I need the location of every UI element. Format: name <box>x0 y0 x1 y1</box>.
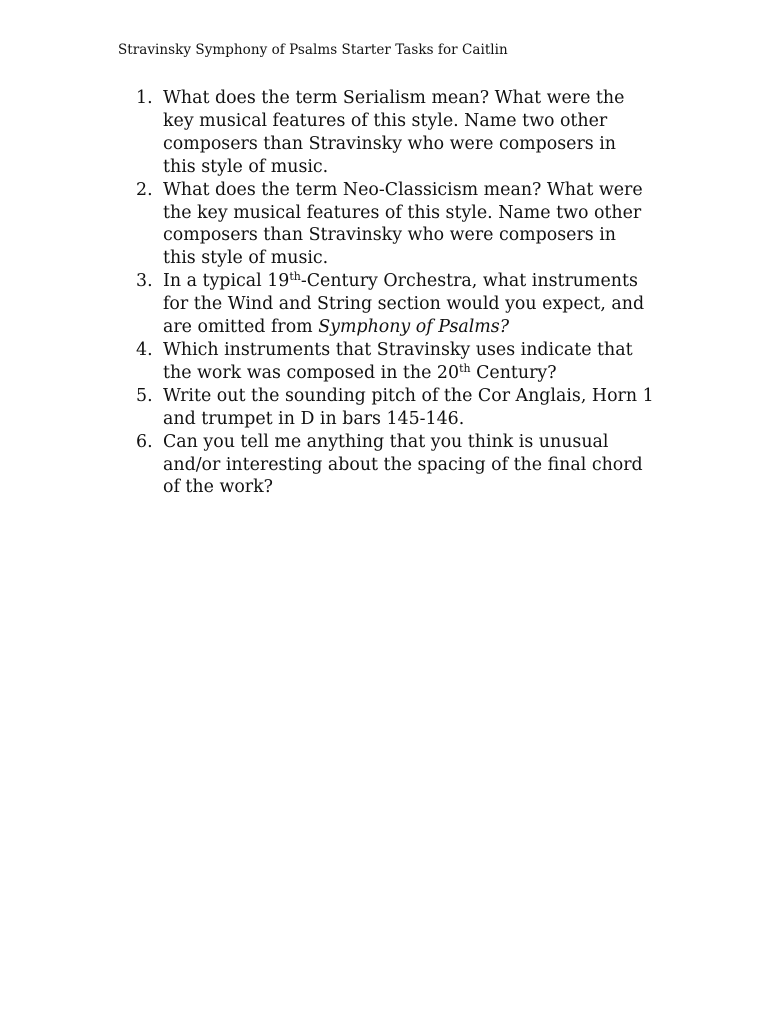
task-line <box>163 316 663 339</box>
task-line: key musical features of this style. Name two other <box>163 110 608 131</box>
task-number: 2. <box>136 179 153 200</box>
task-item-3 <box>136 270 663 339</box>
task-text: -Century Orchestra, what instruments <box>300 271 638 292</box>
task-line: Write out the sounding pitch of the Cor Anglais, Horn 1 <box>163 385 654 406</box>
task-line: Which instruments that Stravinsky uses indicate that <box>163 339 633 360</box>
task-line: this style of music. <box>163 248 329 269</box>
task-number: 1. <box>136 88 153 108</box>
document-header: Stravinsky Symphony of Psalms Starter Tasks for Caitlin <box>118 42 508 58</box>
task-item-5 <box>136 385 663 431</box>
task-number: 3. <box>136 271 153 292</box>
task-number: 4. <box>136 339 153 360</box>
task-line: the key musical features of this style. Name two other <box>163 202 642 223</box>
task-line: What does the term Serialism mean? What were the <box>163 88 625 108</box>
task-text: In a typical 19 <box>163 271 290 292</box>
task-number: 5. <box>136 385 153 406</box>
task-line: and/or interesting about the spacing of the final chord <box>163 454 643 475</box>
task-item-6 <box>136 431 663 500</box>
task-line <box>163 270 663 293</box>
work-title: Symphony of Psalms? <box>318 317 510 338</box>
task-line: composers than Stravinsky who were composers in <box>163 133 616 154</box>
ordinal-suffix: th <box>289 270 301 284</box>
task-line: this style of music. <box>163 156 329 177</box>
task-line: Can you tell me anything that you think is unusual <box>163 431 609 452</box>
ordinal-suffix: th <box>459 361 471 375</box>
task-line: and trumpet in D in bars 145-146. <box>163 408 465 429</box>
task-text: are omitted from <box>163 317 319 338</box>
task-line <box>163 362 663 385</box>
task-text: the work was composed in the 20 <box>163 362 460 383</box>
task-item-1 <box>136 87 663 179</box>
task-line: What does the term Neo-Classicism mean? What were <box>163 179 643 200</box>
task-item-2 <box>136 179 663 271</box>
task-line: for the Wind and String section would you expect, and <box>163 294 645 315</box>
task-item-4 <box>136 339 663 385</box>
task-line: of the work? <box>163 477 273 498</box>
task-line: composers than Stravinsky who were composers in <box>163 225 616 246</box>
task-text: Century? <box>470 362 557 383</box>
task-number: 6. <box>136 431 153 452</box>
task-list <box>136 87 663 499</box>
